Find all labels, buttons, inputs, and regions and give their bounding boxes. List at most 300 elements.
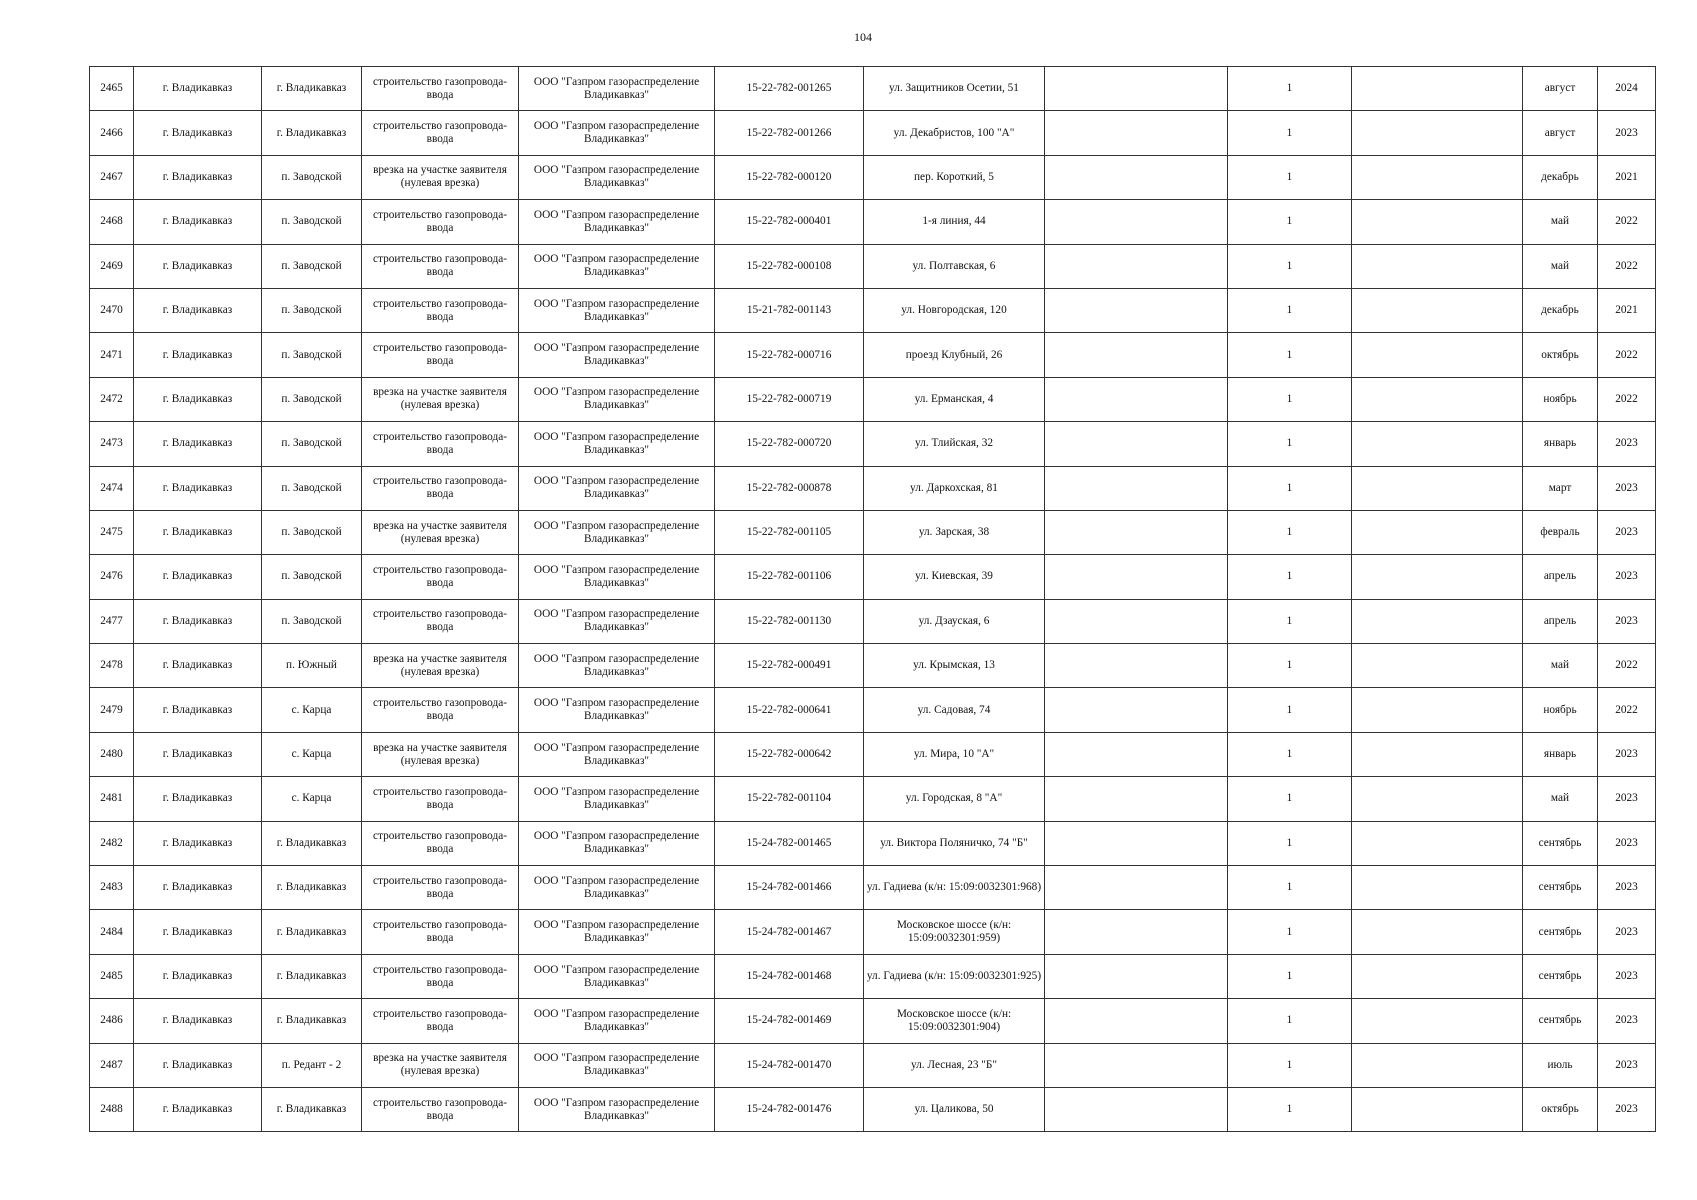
row-number-cell: 2474	[90, 466, 134, 510]
quantity-cell: 1	[1228, 599, 1352, 643]
empty-cell	[1045, 644, 1228, 688]
municipality-cell: г. Владикавказ	[134, 466, 262, 510]
work-type-cell: строительство газопровода-ввода	[362, 1087, 519, 1131]
work-type-cell: строительство газопровода-ввода	[362, 67, 519, 111]
quantity-cell: 1	[1228, 732, 1352, 776]
settlement-cell: п. Заводской	[262, 244, 362, 288]
empty-cell	[1045, 200, 1228, 244]
settlement-cell: п. Заводской	[262, 377, 362, 421]
quantity-cell: 1	[1228, 821, 1352, 865]
settlement-cell: г. Владикавказ	[262, 954, 362, 998]
empty-cell	[1045, 999, 1228, 1043]
settlement-cell: г. Владикавказ	[262, 866, 362, 910]
municipality-cell: г. Владикавказ	[134, 111, 262, 155]
table-row	[90, 333, 1656, 377]
empty-cell	[1352, 555, 1523, 599]
organization-cell: ООО "Газпром газораспределение Владикавказ"	[519, 1087, 715, 1131]
application-number-cell: 15-21-782-001143	[715, 288, 864, 332]
empty-cell	[1352, 288, 1523, 332]
page-number: 104	[854, 30, 872, 44]
application-number-cell: 15-22-782-001105	[715, 510, 864, 554]
quantity-cell: 1	[1228, 1087, 1352, 1131]
empty-cell	[1045, 288, 1228, 332]
table-row	[90, 732, 1656, 776]
organization-cell: ООО "Газпром газораспределение Владикавказ"	[519, 466, 715, 510]
settlement-cell: п. Заводской	[262, 200, 362, 244]
year-cell: 2021	[1598, 288, 1656, 332]
organization-cell: ООО "Газпром газораспределение Владикавказ"	[519, 333, 715, 377]
empty-cell	[1352, 466, 1523, 510]
organization-cell: ООО "Газпром газораспределение Владикавказ"	[519, 821, 715, 865]
settlement-cell: п. Заводской	[262, 466, 362, 510]
month-cell: сентябрь	[1523, 866, 1598, 910]
work-type-cell: строительство газопровода-ввода	[362, 333, 519, 377]
row-number-cell: 2484	[90, 910, 134, 954]
quantity-cell: 1	[1228, 377, 1352, 421]
empty-cell	[1352, 333, 1523, 377]
empty-cell	[1352, 688, 1523, 732]
empty-cell	[1045, 555, 1228, 599]
table-row	[90, 377, 1656, 421]
municipality-cell: г. Владикавказ	[134, 821, 262, 865]
organization-cell: ООО "Газпром газораспределение Владикавказ"	[519, 510, 715, 554]
municipality-cell: г. Владикавказ	[134, 200, 262, 244]
month-cell: январь	[1523, 422, 1598, 466]
address-cell: ул. Крымская, 13	[864, 644, 1045, 688]
month-cell: декабрь	[1523, 288, 1598, 332]
empty-cell	[1352, 422, 1523, 466]
month-cell: сентябрь	[1523, 821, 1598, 865]
row-number-cell: 2469	[90, 244, 134, 288]
application-number-cell: 15-24-782-001470	[715, 1043, 864, 1087]
address-cell: Московское шоссе (к/н: 15:09:0032301:959)	[864, 910, 1045, 954]
row-number-cell: 2483	[90, 866, 134, 910]
quantity-cell: 1	[1228, 954, 1352, 998]
address-cell: ул. Ерманская, 4	[864, 377, 1045, 421]
row-number-cell: 2465	[90, 67, 134, 111]
table-row	[90, 1043, 1656, 1087]
municipality-cell: г. Владикавказ	[134, 510, 262, 554]
settlement-cell: г. Владикавказ	[262, 999, 362, 1043]
application-number-cell: 15-24-782-001469	[715, 999, 864, 1043]
quantity-cell: 1	[1228, 244, 1352, 288]
address-cell: ул. Полтавская, 6	[864, 244, 1045, 288]
municipality-cell: г. Владикавказ	[134, 866, 262, 910]
table-row	[90, 155, 1656, 199]
address-cell: ул. Новгородская, 120	[864, 288, 1045, 332]
address-cell: ул. Мира, 10 "А"	[864, 732, 1045, 776]
address-cell: ул. Гадиева (к/н: 15:09:0032301:925)	[864, 954, 1045, 998]
empty-cell	[1045, 821, 1228, 865]
work-type-cell: строительство газопровода-ввода	[362, 200, 519, 244]
month-cell: ноябрь	[1523, 377, 1598, 421]
address-cell: ул. Тлийская, 32	[864, 422, 1045, 466]
municipality-cell: г. Владикавказ	[134, 155, 262, 199]
municipality-cell: г. Владикавказ	[134, 67, 262, 111]
organization-cell: ООО "Газпром газораспределение Владикавказ"	[519, 688, 715, 732]
organization-cell: ООО "Газпром газораспределение Владикавказ"	[519, 732, 715, 776]
empty-cell	[1045, 777, 1228, 821]
settlement-cell: с. Карца	[262, 688, 362, 732]
row-number-cell: 2475	[90, 510, 134, 554]
organization-cell: ООО "Газпром газораспределение Владикавказ"	[519, 422, 715, 466]
application-number-cell: 15-22-782-001130	[715, 599, 864, 643]
table-row	[90, 1087, 1656, 1131]
work-type-cell: строительство газопровода-ввода	[362, 466, 519, 510]
work-type-cell: строительство газопровода-ввода	[362, 910, 519, 954]
quantity-cell: 1	[1228, 1043, 1352, 1087]
empty-cell	[1045, 510, 1228, 554]
application-number-cell: 15-22-782-001104	[715, 777, 864, 821]
year-cell: 2023	[1598, 510, 1656, 554]
month-cell: октябрь	[1523, 333, 1598, 377]
work-type-cell: врезка на участке заявителя (нулевая врезка)	[362, 1043, 519, 1087]
empty-cell	[1045, 67, 1228, 111]
empty-cell	[1352, 1043, 1523, 1087]
year-cell: 2021	[1598, 155, 1656, 199]
quantity-cell: 1	[1228, 777, 1352, 821]
table-row	[90, 644, 1656, 688]
empty-cell	[1045, 466, 1228, 510]
empty-cell	[1352, 599, 1523, 643]
quantity-cell: 1	[1228, 200, 1352, 244]
application-number-cell: 15-24-782-001467	[715, 910, 864, 954]
municipality-cell: г. Владикавказ	[134, 1043, 262, 1087]
municipality-cell: г. Владикавказ	[134, 422, 262, 466]
address-cell: ул. Городская, 8 "А"	[864, 777, 1045, 821]
settlement-cell: п. Заводской	[262, 155, 362, 199]
empty-cell	[1045, 155, 1228, 199]
empty-cell	[1352, 644, 1523, 688]
table-row	[90, 954, 1656, 998]
empty-cell	[1045, 866, 1228, 910]
quantity-cell: 1	[1228, 111, 1352, 155]
row-number-cell: 2485	[90, 954, 134, 998]
month-cell: январь	[1523, 732, 1598, 776]
address-cell: ул. Киевская, 39	[864, 555, 1045, 599]
empty-cell	[1045, 422, 1228, 466]
quantity-cell: 1	[1228, 67, 1352, 111]
municipality-cell: г. Владикавказ	[134, 1087, 262, 1131]
table-row	[90, 555, 1656, 599]
municipality-cell: г. Владикавказ	[134, 244, 262, 288]
organization-cell: ООО "Газпром газораспределение Владикавказ"	[519, 954, 715, 998]
application-number-cell: 15-22-782-000401	[715, 200, 864, 244]
table-row	[90, 910, 1656, 954]
month-cell: май	[1523, 644, 1598, 688]
quantity-cell: 1	[1228, 644, 1352, 688]
application-number-cell: 15-22-782-001106	[715, 555, 864, 599]
organization-cell: ООО "Газпром газораспределение Владикавказ"	[519, 910, 715, 954]
table-row	[90, 67, 1656, 111]
empty-cell	[1045, 244, 1228, 288]
application-number-cell: 15-22-782-000716	[715, 333, 864, 377]
quantity-cell: 1	[1228, 155, 1352, 199]
work-type-cell: строительство газопровода-ввода	[362, 777, 519, 821]
row-number-cell: 2472	[90, 377, 134, 421]
address-cell: ул. Цаликова, 50	[864, 1087, 1045, 1131]
month-cell: август	[1523, 67, 1598, 111]
municipality-cell: г. Владикавказ	[134, 555, 262, 599]
row-number-cell: 2473	[90, 422, 134, 466]
organization-cell: ООО "Газпром газораспределение Владикавказ"	[519, 777, 715, 821]
row-number-cell: 2468	[90, 200, 134, 244]
empty-cell	[1045, 599, 1228, 643]
application-number-cell: 15-22-782-001265	[715, 67, 864, 111]
table-row	[90, 821, 1656, 865]
year-cell: 2023	[1598, 821, 1656, 865]
address-cell: проезд Клубный, 26	[864, 333, 1045, 377]
empty-cell	[1352, 244, 1523, 288]
year-cell: 2023	[1598, 732, 1656, 776]
application-number-cell: 15-22-782-000720	[715, 422, 864, 466]
municipality-cell: г. Владикавказ	[134, 999, 262, 1043]
settlement-cell: г. Владикавказ	[262, 1087, 362, 1131]
year-cell: 2022	[1598, 377, 1656, 421]
row-number-cell: 2480	[90, 732, 134, 776]
year-cell: 2022	[1598, 644, 1656, 688]
year-cell: 2023	[1598, 111, 1656, 155]
application-number-cell: 15-24-782-001465	[715, 821, 864, 865]
year-cell: 2023	[1598, 1087, 1656, 1131]
empty-cell	[1045, 954, 1228, 998]
organization-cell: ООО "Газпром газораспределение Владикавказ"	[519, 866, 715, 910]
month-cell: апрель	[1523, 555, 1598, 599]
municipality-cell: г. Владикавказ	[134, 954, 262, 998]
row-number-cell: 2486	[90, 999, 134, 1043]
table-row	[90, 466, 1656, 510]
organization-cell: ООО "Газпром газораспределение Владикавказ"	[519, 1043, 715, 1087]
settlement-cell: п. Редант - 2	[262, 1043, 362, 1087]
organization-cell: ООО "Газпром газораспределение Владикавказ"	[519, 67, 715, 111]
year-cell: 2023	[1598, 555, 1656, 599]
address-cell: ул. Даркохская, 81	[864, 466, 1045, 510]
address-cell: ул. Гадиева (к/н: 15:09:0032301:968)	[864, 866, 1045, 910]
application-number-cell: 15-22-782-000878	[715, 466, 864, 510]
table-row	[90, 111, 1656, 155]
month-cell: август	[1523, 111, 1598, 155]
year-cell: 2022	[1598, 200, 1656, 244]
year-cell: 2023	[1598, 866, 1656, 910]
empty-cell	[1352, 200, 1523, 244]
work-type-cell: врезка на участке заявителя (нулевая врезка)	[362, 510, 519, 554]
municipality-cell: г. Владикавказ	[134, 644, 262, 688]
application-number-cell: 15-22-782-000491	[715, 644, 864, 688]
table-row	[90, 244, 1656, 288]
month-cell: апрель	[1523, 599, 1598, 643]
settlement-cell: п. Заводской	[262, 599, 362, 643]
empty-cell	[1352, 377, 1523, 421]
row-number-cell: 2478	[90, 644, 134, 688]
organization-cell: ООО "Газпром газораспределение Владикавказ"	[519, 200, 715, 244]
municipality-cell: г. Владикавказ	[134, 333, 262, 377]
table-row	[90, 599, 1656, 643]
empty-cell	[1352, 821, 1523, 865]
quantity-cell: 1	[1228, 688, 1352, 732]
work-type-cell: врезка на участке заявителя (нулевая врезка)	[362, 377, 519, 421]
month-cell: июль	[1523, 1043, 1598, 1087]
address-cell: 1-я линия, 44	[864, 200, 1045, 244]
address-cell: ул. Виктора Поляничко, 74 "Б"	[864, 821, 1045, 865]
table-row	[90, 866, 1656, 910]
municipality-cell: г. Владикавказ	[134, 910, 262, 954]
row-number-cell: 2471	[90, 333, 134, 377]
work-type-cell: строительство газопровода-ввода	[362, 422, 519, 466]
settlement-cell: п. Заводской	[262, 422, 362, 466]
month-cell: май	[1523, 200, 1598, 244]
empty-cell	[1352, 777, 1523, 821]
year-cell: 2024	[1598, 67, 1656, 111]
month-cell: декабрь	[1523, 155, 1598, 199]
empty-cell	[1352, 866, 1523, 910]
settlement-cell: п. Заводской	[262, 510, 362, 554]
work-type-cell: строительство газопровода-ввода	[362, 599, 519, 643]
work-type-cell: строительство газопровода-ввода	[362, 244, 519, 288]
empty-cell	[1352, 954, 1523, 998]
table-row	[90, 422, 1656, 466]
work-type-cell: строительство газопровода-ввода	[362, 866, 519, 910]
work-type-cell: врезка на участке заявителя (нулевая врезка)	[362, 644, 519, 688]
month-cell: сентябрь	[1523, 910, 1598, 954]
application-number-cell: 15-24-782-001476	[715, 1087, 864, 1131]
year-cell: 2022	[1598, 244, 1656, 288]
month-cell: октябрь	[1523, 1087, 1598, 1131]
organization-cell: ООО "Газпром газораспределение Владикавказ"	[519, 111, 715, 155]
address-cell: ул. Дзауская, 6	[864, 599, 1045, 643]
month-cell: май	[1523, 777, 1598, 821]
year-cell: 2022	[1598, 688, 1656, 732]
year-cell: 2023	[1598, 954, 1656, 998]
year-cell: 2023	[1598, 999, 1656, 1043]
row-number-cell: 2470	[90, 288, 134, 332]
organization-cell: ООО "Газпром газораспределение Владикавказ"	[519, 377, 715, 421]
empty-cell	[1352, 910, 1523, 954]
year-cell: 2023	[1598, 910, 1656, 954]
settlement-cell: п. Заводской	[262, 288, 362, 332]
quantity-cell: 1	[1228, 333, 1352, 377]
row-number-cell: 2482	[90, 821, 134, 865]
application-number-cell: 15-22-782-000641	[715, 688, 864, 732]
address-cell: ул. Лесная, 23 "Б"	[864, 1043, 1045, 1087]
address-cell: ул. Защитников Осетии, 51	[864, 67, 1045, 111]
empty-cell	[1352, 1087, 1523, 1131]
settlement-cell: г. Владикавказ	[262, 67, 362, 111]
application-number-cell: 15-24-782-001466	[715, 866, 864, 910]
empty-cell	[1045, 732, 1228, 776]
row-number-cell: 2476	[90, 555, 134, 599]
empty-cell	[1045, 910, 1228, 954]
empty-cell	[1045, 333, 1228, 377]
table-row	[90, 200, 1656, 244]
month-cell: май	[1523, 244, 1598, 288]
row-number-cell: 2481	[90, 777, 134, 821]
year-cell: 2023	[1598, 1043, 1656, 1087]
empty-cell	[1045, 1043, 1228, 1087]
empty-cell	[1045, 377, 1228, 421]
application-number-cell: 15-22-782-000108	[715, 244, 864, 288]
quantity-cell: 1	[1228, 288, 1352, 332]
organization-cell: ООО "Газпром газораспределение Владикавказ"	[519, 644, 715, 688]
address-cell: пер. Короткий, 5	[864, 155, 1045, 199]
work-type-cell: врезка на участке заявителя (нулевая врезка)	[362, 155, 519, 199]
municipality-cell: г. Владикавказ	[134, 777, 262, 821]
year-cell: 2023	[1598, 599, 1656, 643]
address-cell: ул. Зарская, 38	[864, 510, 1045, 554]
table-row	[90, 999, 1656, 1043]
table-row	[90, 777, 1656, 821]
municipality-cell: г. Владикавказ	[134, 599, 262, 643]
year-cell: 2023	[1598, 777, 1656, 821]
empty-cell	[1352, 155, 1523, 199]
row-number-cell: 2477	[90, 599, 134, 643]
quantity-cell: 1	[1228, 866, 1352, 910]
application-number-cell: 15-22-782-000719	[715, 377, 864, 421]
address-cell: ул. Декабристов, 100 "А"	[864, 111, 1045, 155]
quantity-cell: 1	[1228, 999, 1352, 1043]
work-type-cell: строительство газопровода-ввода	[362, 821, 519, 865]
row-number-cell: 2479	[90, 688, 134, 732]
quantity-cell: 1	[1228, 910, 1352, 954]
application-number-cell: 15-22-782-001266	[715, 111, 864, 155]
municipality-cell: г. Владикавказ	[134, 377, 262, 421]
year-cell: 2022	[1598, 333, 1656, 377]
municipality-cell: г. Владикавказ	[134, 688, 262, 732]
table-row	[90, 688, 1656, 732]
settlement-cell: с. Карца	[262, 732, 362, 776]
quantity-cell: 1	[1228, 510, 1352, 554]
work-type-cell: врезка на участке заявителя (нулевая врезка)	[362, 732, 519, 776]
month-cell: сентябрь	[1523, 999, 1598, 1043]
municipality-cell: г. Владикавказ	[134, 288, 262, 332]
settlement-cell: п. Заводской	[262, 333, 362, 377]
settlement-cell: п. Южный	[262, 644, 362, 688]
application-number-cell: 15-24-782-001468	[715, 954, 864, 998]
empty-cell	[1045, 1087, 1228, 1131]
row-number-cell: 2488	[90, 1087, 134, 1131]
settlement-cell: г. Владикавказ	[262, 111, 362, 155]
application-number-cell: 15-22-782-000642	[715, 732, 864, 776]
empty-cell	[1352, 111, 1523, 155]
settlement-cell: г. Владикавказ	[262, 910, 362, 954]
settlement-cell: с. Карца	[262, 777, 362, 821]
row-number-cell: 2467	[90, 155, 134, 199]
work-type-cell: строительство газопровода-ввода	[362, 999, 519, 1043]
organization-cell: ООО "Газпром газораспределение Владикавказ"	[519, 288, 715, 332]
empty-cell	[1352, 999, 1523, 1043]
quantity-cell: 1	[1228, 466, 1352, 510]
organization-cell: ООО "Газпром газораспределение Владикавказ"	[519, 155, 715, 199]
month-cell: февраль	[1523, 510, 1598, 554]
row-number-cell: 2466	[90, 111, 134, 155]
organization-cell: ООО "Газпром газораспределение Владикавказ"	[519, 555, 715, 599]
quantity-cell: 1	[1228, 422, 1352, 466]
table-row	[90, 510, 1656, 554]
organization-cell: ООО "Газпром газораспределение Владикавказ"	[519, 999, 715, 1043]
registry-table	[89, 66, 1656, 1132]
empty-cell	[1045, 688, 1228, 732]
table-row	[90, 288, 1656, 332]
address-cell: Московское шоссе (к/н: 15:09:0032301:904)	[864, 999, 1045, 1043]
work-type-cell: строительство газопровода-ввода	[362, 111, 519, 155]
year-cell: 2023	[1598, 422, 1656, 466]
work-type-cell: строительство газопровода-ввода	[362, 288, 519, 332]
work-type-cell: строительство газопровода-ввода	[362, 954, 519, 998]
quantity-cell: 1	[1228, 555, 1352, 599]
year-cell: 2023	[1598, 466, 1656, 510]
row-number-cell: 2487	[90, 1043, 134, 1087]
application-number-cell: 15-22-782-000120	[715, 155, 864, 199]
empty-cell	[1045, 111, 1228, 155]
